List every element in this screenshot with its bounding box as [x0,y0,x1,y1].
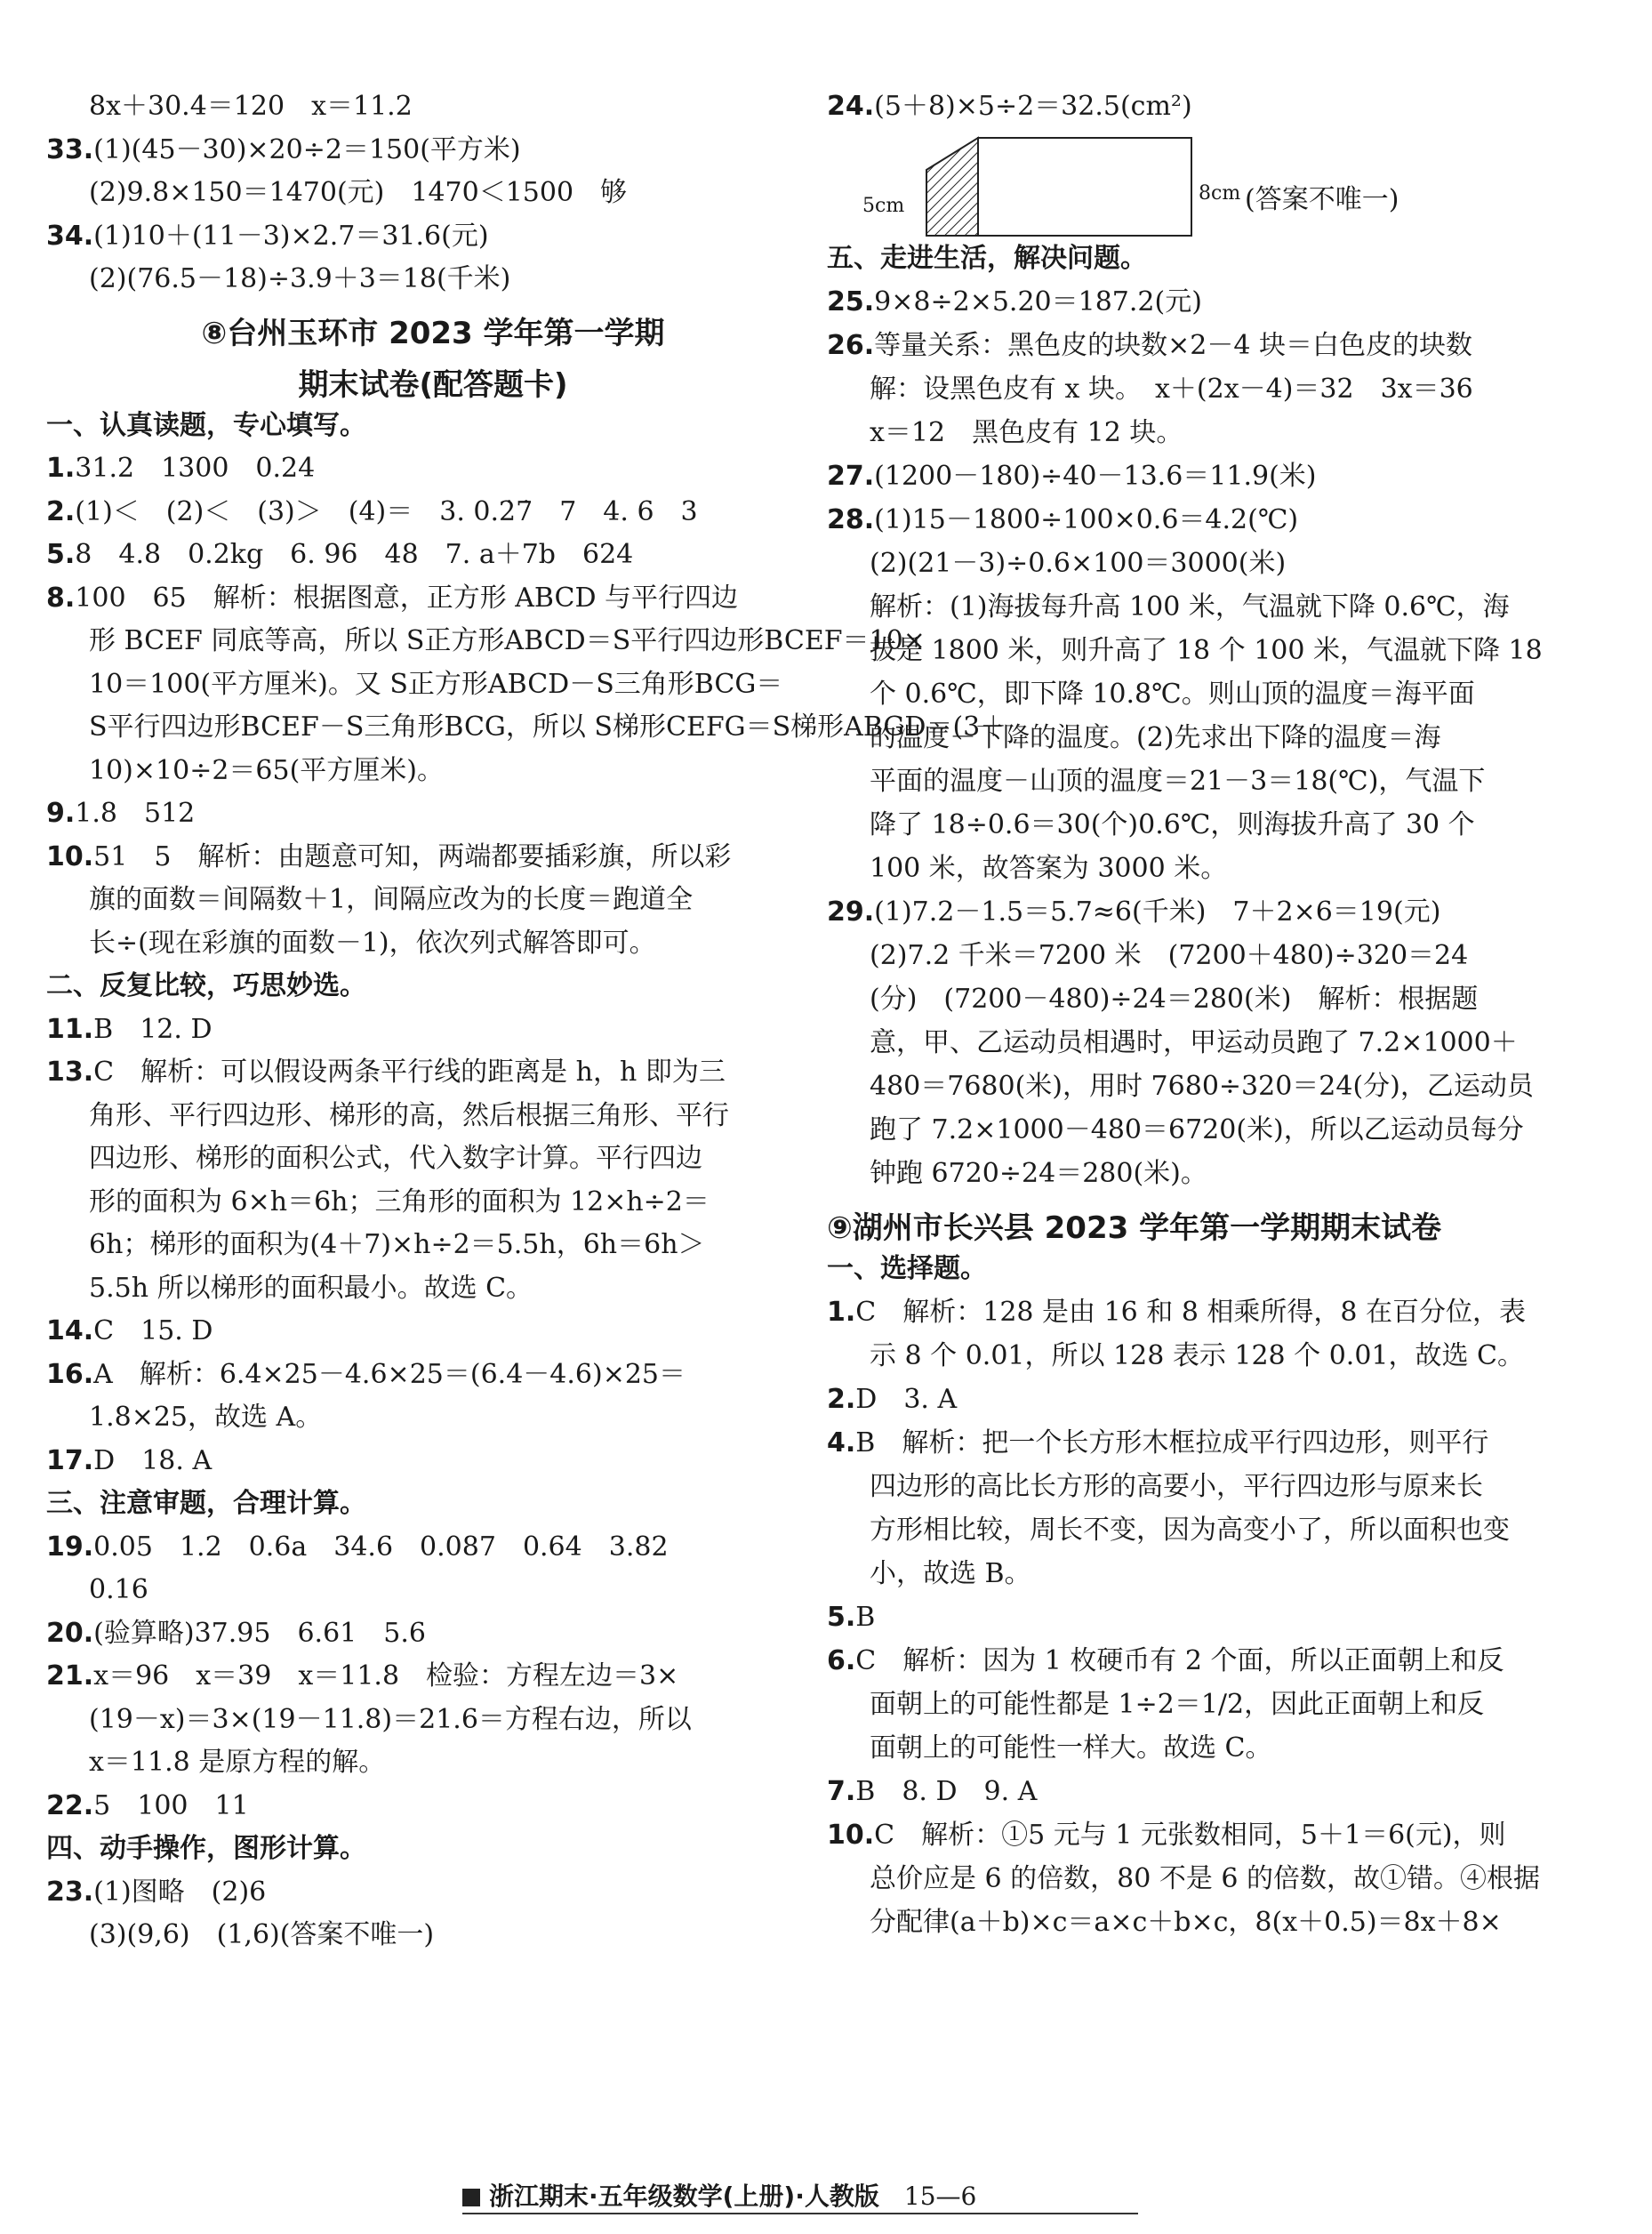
answer-text: D 3. A [855,1384,958,1415]
answer-item [46,537,633,573]
answer-item [827,1295,1526,1330]
answer-text: B [855,1602,876,1633]
question-number: 21. [46,1660,94,1692]
answer-text: 意，甲、乙运动员相遇时，甲运动员跑了 7.2×1000＋ [870,1027,1518,1058]
answer-continuation [870,1513,1510,1548]
answer-continuation [870,546,1286,582]
answer-continuation [870,1025,1518,1061]
answer-continuation [870,938,1468,974]
answer-text: (1)15－1800÷100×0.6＝4.2(℃) [874,504,1299,535]
answer-item [46,796,195,832]
answer-text: (1)10＋(11－3)×2.7＝31.6(元) [93,220,489,252]
answer-text: 面朝上的可能性一样大。故选 C。 [870,1732,1272,1764]
answer-text: 8 4.8 0.2kg 6. 96 48 7. a＋7b 624 [75,539,634,570]
question-number: 13. [46,1057,94,1088]
answer-text: 31.2 1300 0.24 [75,453,316,484]
answer-text: B 8. D 9. A [855,1776,1038,1807]
question-number: 14. [46,1315,94,1346]
question-number: 4. [827,1427,856,1459]
answer-continuation [870,720,1441,756]
question-number: 16. [46,1358,94,1390]
answer-text: 480＝7680(米)，用时 7680÷320＝24(分)，乙运动员 [870,1071,1534,1102]
figure-label-left: 5cm [862,195,905,217]
answer-text: (1)图略 (2)6 [93,1876,267,1908]
answer-continuation [870,415,1183,451]
question-number: 2. [827,1384,856,1415]
answer-text: C 解析：①5 元与 1 元张数相同，5＋1＝6(元)，则 [874,1820,1506,1851]
question-number: 19. [46,1531,94,1563]
answer-continuation [89,882,693,918]
question-number: 1. [46,453,76,484]
answer-text: (分) (7200－480)÷24＝280(米) 解析：根据题 [870,984,1479,1015]
answer-text: x＝11.8 是原方程的解。 [89,1747,386,1778]
answer-text: C 15. D [93,1315,213,1346]
footer-title: 浙江期末·五年级数学(上册)·人教版 [489,2182,879,2211]
answer-item [827,459,1317,494]
answer-item [46,840,731,875]
answer-text: 小，故选 B。 [870,1558,1031,1589]
question-number: 10. [46,840,94,872]
answer-text: 1.8×25，故选 A。 [89,1402,323,1433]
answer-item [827,1382,957,1418]
question-number: 7. [827,1776,856,1807]
answer-text: (1)(45－30)×20÷2＝150(平方米) [93,133,521,165]
answer-text: 总价应是 6 的倍数，80 不是 6 的倍数，故①错。④根据 [870,1863,1541,1894]
answer-text: 方形相比较，周长不变，因为高变小了，所以面积也变 [870,1515,1510,1546]
question-number: 17. [46,1444,94,1476]
answer-continuation [89,89,413,125]
answer-continuation [89,623,926,659]
section-heading: ⑨湖州市长兴县 2023 学年第一学期期末试卷 [827,1210,1442,1246]
answer-text: 0.16 [89,1574,148,1605]
page-number: 15—6 [903,2182,977,2211]
part-title: 一、认真读题，专心填写。 [46,409,366,441]
answer-continuation [870,808,1475,843]
question-number: 26. [827,330,875,361]
part-title: 三、注意审题，合理计算。 [46,1488,366,1519]
answer-continuation [89,1745,385,1780]
answer-text: 6h；梯形的面积为(4＋7)×h÷2＝5.5h，6h＝6h＞ [89,1229,705,1260]
answer-continuation [870,1687,1484,1723]
answer-item [827,1600,875,1635]
answer-text: B 解析：把一个长方形木框拉成平行四边形，则平行 [855,1427,1489,1459]
footer-square-icon [462,2189,480,2206]
part-title: 一、选择题。 [827,1253,987,1284]
answer-text: D 18. A [93,1444,213,1476]
question-number: 24. [827,91,875,122]
question-number: 29. [827,896,875,928]
part-title: 五、走进生活，解决问题。 [827,243,1147,274]
figure-label-right: 8cm [1199,182,1241,205]
question-number: 25. [827,286,875,317]
answer-continuation [89,1917,434,1953]
answer-text: x＝12 黑色皮有 12 块。 [870,417,1183,448]
answer-text: 拔是 1800 米，则升高了 18 个 100 米，气温就下降 18 [870,635,1543,666]
answer-continuation [89,753,444,789]
answer-text: (1200－180)÷40－13.6＝11.9(米) [874,461,1317,492]
answer-continuation [870,590,1510,625]
answer-continuation [870,677,1475,712]
answer-item [46,451,315,486]
answer-continuation [89,1141,702,1177]
answer-text: 平面的温度－山顶的温度＝21－3＝18(℃)，气温下 [870,766,1486,797]
answer-continuation [89,1098,729,1134]
part-title: 四、动手操作，图形计算。 [46,1833,366,1864]
part-title: 二、反复比较，巧思妙选。 [46,970,366,1001]
question-number: 2. [46,495,76,527]
answer-continuation [870,1905,1502,1941]
answer-text: 9×8÷2×5.20＝187.2(元) [874,286,1202,317]
question-number: 34. [46,220,94,252]
section-heading: 期末试卷(配答题卡) [298,366,568,403]
footer-rule [462,2213,1138,2214]
answer-item [827,89,1192,125]
answer-text: 四边形、梯形的面积公式，代入数字计算。平行四边 [89,1143,702,1174]
answer-text: 角形、平行四边形、梯形的高，然后根据三角形、平行 [89,1099,729,1131]
answer-text: 降了 18÷0.6＝30(个)0.6℃，则海拔升高了 30 个 [870,809,1475,840]
answer-text: 示 8 个 0.01，所以 128 表示 128 个 0.01，故选 C。 [870,1340,1524,1371]
question-number: 8. [46,582,76,614]
answer-text: 100 65 解析：根据图意，正方形 ABCD 与平行四边 [75,582,739,614]
answer-item [46,1616,426,1651]
answer-continuation [870,851,1227,887]
answer-item [46,1012,213,1048]
section-heading: ⑧台州玉环市 2023 学年第一学期 [201,315,665,351]
answer-text: 5 100 11 [93,1789,249,1821]
answer-text: (1)7.2－1.5＝5.7≈6(千米) 7＋2×6＝19(元) [874,896,1441,928]
answer-text: 钟跑 6720÷24＝280(米)。 [870,1158,1207,1189]
answer-continuation [89,1400,322,1435]
answer-item [46,1055,726,1090]
answer-continuation [89,1702,692,1738]
question-number: 27. [827,461,875,492]
answer-text: 形 BCEF 同底等高，所以 S正方形ABCD＝S平行四边形BCEF＝10× [89,625,926,656]
answer-text: B 12. D [93,1013,213,1045]
question-number: 22. [46,1789,94,1821]
answer-item [46,1659,678,1694]
answer-continuation [870,1469,1483,1505]
question-number: 5. [827,1602,856,1633]
answer-continuation [870,1731,1272,1766]
answer-text: 0.05 1.2 0.6a 34.6 0.087 0.64 3.82 [93,1531,669,1563]
answer-continuation [89,1271,533,1306]
answer-text: S平行四边形BCEF－S三角形BCG，所以 S梯形CEFG＝S梯形ABGD＝(3＋ [89,711,1007,743]
answer-continuation [870,1069,1534,1105]
question-number: 10. [827,1820,875,1851]
answer-item [827,1643,1504,1679]
answer-text: 四边形的高比长方形的高要小，平行四边形与原来长 [870,1471,1483,1502]
answer-text: C 解析：128 是由 16 和 8 相乘所得，8 在百分位，表 [855,1297,1527,1328]
answer-text: 的温度－下降的温度。(2)先求出下降的温度＝海 [870,722,1441,753]
answer-continuation [870,1338,1524,1374]
answer-text: 100 米，故答案为 3000 米。 [870,853,1228,884]
answer-item [46,1530,669,1565]
answer-item [827,1426,1488,1461]
answer-text: 跑了 7.2×1000－480＝6720(米)，所以乙运动员每分 [870,1114,1524,1145]
answer-text: C 解析：可以假设两条平行线的距离是 h，h 即为三 [93,1057,726,1088]
question-number: 1. [827,1297,856,1328]
answer-text: 形的面积为 6×h＝6h；三角形的面积为 12×h÷2＝ [89,1185,710,1217]
answer-continuation [89,1227,705,1263]
answer-text: 长÷(现在彩旗的面数－1)，依次列式解答即可。 [89,927,656,959]
answer-item [46,1443,212,1479]
answer-text: A 解析：6.4×25－4.6×25＝(6.4－4.6)×25＝ [93,1358,686,1390]
answer-item [827,502,1298,538]
answer-text: 解：设黑色皮有 x 块。 x＋(2x－4)＝32 3x＝36 [870,374,1473,405]
answer-text: 面朝上的可能性都是 1÷2＝1/2，因此正面朝上和反 [870,1689,1485,1720]
figure-note: (答案不唯一) [1245,184,1399,215]
answer-continuation [89,667,782,703]
answer-continuation [870,764,1485,800]
answer-text: 51 5 解析：由题意可知，两端都要插彩旗，所以彩 [93,840,732,872]
answer-item [46,1314,213,1349]
answer-item [46,1788,249,1824]
answer-text: (3)(9,6) (1,6)(答案不唯一) [89,1919,435,1950]
answer-text: 分配律(a＋b)×c＝a×c＋b×c，8(x＋0.5)＝8x＋8× [870,1907,1502,1938]
answer-item [827,1818,1506,1853]
answer-text: 5.5h 所以梯形的面积最小。故选 C。 [89,1272,533,1304]
answer-text: 旗的面数＝间隔数＋1，间隔应改为的长度＝跑道全 [89,884,694,915]
answer-text: 1.8 512 [75,798,196,829]
answer-text: (2)(21－3)÷0.6×100＝3000(米) [870,548,1287,579]
answer-text: 10＝100(平方厘米)。又 S正方形ABCD－S三角形BCG＝ [89,668,783,700]
answer-item [827,328,1472,364]
answer-text: C 解析：因为 1 枚硬币有 2 个面，所以正面朝上和反 [855,1645,1504,1676]
answer-item [827,1774,1037,1810]
answer-text: (5＋8)×5÷2＝32.5(cm²) [874,91,1192,122]
question-number: 20. [46,1617,94,1649]
question-number: 9. [46,798,76,829]
answer-text: x＝96 x＝39 x＝11.8 检验：方程左边＝3× [93,1660,679,1692]
answer-continuation [89,261,510,297]
answer-item [827,895,1440,930]
answer-item [46,219,489,254]
answer-item [46,1875,266,1910]
answer-continuation [89,1185,710,1220]
answer-text: (验算略)37.95 6.61 5.6 [93,1617,426,1649]
answer-item [46,133,521,168]
question-number: 6. [827,1645,856,1676]
answer-continuation [870,1861,1540,1897]
answer-continuation [870,1556,1031,1592]
answer-item [827,285,1202,320]
answer-continuation [89,926,656,961]
question-number: 23. [46,1876,94,1908]
answer-continuation [870,372,1473,407]
question-number: 33. [46,133,94,165]
question-number: 28. [827,504,875,535]
answer-text: 8x＋30.4＝120 x＝11.2 [89,91,413,122]
answer-text: (2)9.8×150＝1470(元) 1470＜1500 够 [89,177,628,208]
answer-text: (2)(76.5－18)÷3.9＋3＝18(千米) [89,263,511,294]
question-number: 11. [46,1013,94,1045]
answer-item [46,494,698,530]
answer-text: 解析：(1)海拔每升高 100 米，气温就下降 0.6℃，海 [870,591,1510,623]
answer-text: 10)×10÷2＝65(平方厘米)。 [89,754,444,786]
answer-text: (19－x)＝3×(19－11.8)＝21.6＝方程右边，所以 [89,1703,692,1735]
answer-text: 个 0.6℃，即下降 10.8℃。则山顶的温度＝海平面 [870,679,1475,710]
answer-item [46,581,738,616]
page-footer [462,2177,976,2213]
answer-text: (1)＜ (2)＜ (3)＞ (4)＝ 3. 0.2̇7̇ 7 4. 6 3 [75,495,698,527]
answer-continuation [89,1572,148,1608]
answer-text: (2)7.2 千米＝7200 米 (7200＋480)÷320＝24 [870,940,1469,971]
answer-continuation [870,633,1543,669]
answer-continuation [870,982,1478,1017]
answer-continuation [89,175,627,211]
answer-item [46,1357,686,1393]
answer-continuation [870,1113,1524,1148]
answer-text: 等量关系：黑色皮的块数×2－4 块＝白色皮的块数 [874,330,1473,361]
answer-continuation [870,1156,1207,1192]
question-number: 5. [46,539,76,570]
